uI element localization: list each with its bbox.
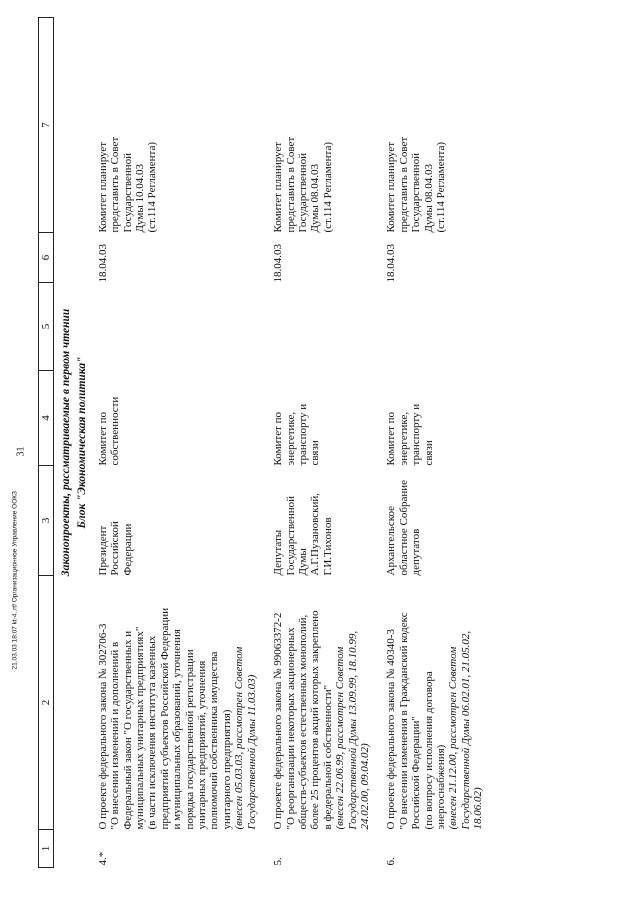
committee-line: Комитет по (96, 411, 109, 466)
remark-line: (ст.114 Регламента) (434, 141, 447, 233)
initiator-line: областное Собрание (397, 479, 410, 576)
remark-line: представить в Совет (284, 136, 297, 233)
initiator-line: Федерации (121, 523, 134, 576)
committee (97, 371, 272, 466)
initiator-line: Государственной (284, 495, 297, 576)
bill-note-line: (внесен 22.06.99, рассмотрен Советом (334, 646, 347, 830)
bill-text-line: О проекте федерального закона № 40340-3 (385, 629, 398, 830)
bill-description (97, 576, 272, 830)
column-header: 1 (39, 830, 54, 868)
initiator (385, 466, 498, 576)
bill-text-line: полномочий собственника имущества (208, 651, 221, 830)
date: 18.04.03 (385, 244, 398, 283)
initiator-line: депутатов (410, 528, 423, 576)
remark-line: представить в Совет (109, 136, 122, 233)
bill-text-line: и муниципальных образований, уточнения (171, 629, 184, 830)
column-header: 5 (39, 283, 54, 371)
date: 18.04.03 (272, 244, 285, 283)
initiator-line: Архангельское (385, 505, 398, 576)
committee-line: собственности (109, 396, 122, 466)
bill-text-line: "О внесении изменений и дополнений в (109, 641, 122, 830)
bill-text-line: унитарных предприятий, уточнения (196, 660, 209, 830)
block-row (74, 18, 96, 868)
committee-line: связи (422, 440, 435, 466)
bill-text-line: Федеральный закон "О государственных и (121, 630, 134, 830)
initiator-line: Российской (109, 521, 122, 576)
committee-line: транспорту и (410, 403, 423, 466)
bill-description (385, 576, 498, 830)
initiator (272, 466, 385, 576)
remark-line: Думы 08.04.03 (309, 164, 322, 233)
bill-description (272, 576, 385, 830)
footer-note: 21.03.03 18:07 kt-4..rtf Организационное Управление ООКЗ (11, 491, 19, 670)
bill-note-line: Государственной Думы 06.02.01, 21.05.02, (459, 630, 472, 830)
bill-text-line: энергоснабжения) (434, 744, 447, 830)
row-number: 4.* (96, 851, 109, 866)
column-header: 3 (39, 466, 54, 576)
remark-line: (ст.114 Регламента) (321, 141, 334, 233)
remark-line: Думы 10.04.03 (134, 164, 147, 233)
bill-text-line: в федеральной собственности" (321, 684, 334, 830)
bill-text-line: Российской Федерации" (410, 716, 423, 830)
committee-line: Комитет по (272, 411, 285, 466)
bill-note-line: (внесен 21.12.00, рассмотрен Советом (447, 646, 460, 830)
remark-line: Государственной (121, 152, 134, 233)
bill-note-line: (внесен 05.03.03, рассмотрен Советом (233, 646, 246, 830)
bill-note-line: 24.02.00, 09.04.02) (358, 743, 371, 830)
initiator-line: Думы (296, 548, 309, 576)
table-row (272, 18, 385, 868)
initiator (97, 466, 272, 576)
bill-note-line: Государственной Думы 13.09.99, 18.10.99, (346, 630, 359, 830)
bill-text-line: муниципальных унитарных предприятиях" (134, 626, 147, 830)
bill-text-line: более 25 процентов акций которых закреплено (309, 610, 322, 830)
committee-line: энергетике, (284, 411, 297, 466)
bill-text-line: "О внесении изменения в Гражданский кодекс (397, 612, 410, 830)
agenda-table (38, 17, 499, 868)
bill-text-line: унитарного предприятия) (220, 709, 233, 830)
remark-line: Комитет планирует (272, 141, 285, 233)
rotated-page (38, 18, 618, 868)
committee-line: энергетике, (397, 411, 410, 466)
remark-line: Думы 08.04.03 (422, 164, 435, 233)
remark-line: Государственной (410, 152, 423, 233)
column-5 (97, 283, 272, 371)
column-5 (272, 283, 385, 371)
column-header: 2 (39, 576, 54, 830)
bill-note-line: 18.06.02) (472, 787, 485, 830)
remark (272, 18, 385, 233)
committee-line: связи (309, 440, 322, 466)
date: 18.04.03 (96, 244, 109, 283)
remark-line: Государственной (296, 152, 309, 233)
column-number-row (39, 18, 54, 868)
bill-text-line: (по вопросу исполнения договора (422, 671, 435, 830)
bill-text-line: (в части исключения института казенных (146, 635, 159, 830)
initiator-line: Депутаты (272, 529, 285, 576)
remark (97, 18, 272, 233)
committee (272, 371, 385, 466)
page-number: 31 (15, 446, 27, 457)
table-row (385, 18, 498, 868)
remark-line: Комитет планирует (96, 141, 109, 233)
column-header: 6 (39, 233, 54, 283)
column-5 (385, 283, 498, 371)
remark-line: (ст.114 Регламента) (146, 141, 159, 233)
committee-line: транспорту и (296, 403, 309, 466)
bill-note-line: Государственной Думы 11.03.03) (245, 674, 258, 830)
bill-text-line: О проекте федерального закона № 302706-3 (96, 623, 109, 830)
initiator-line: А.Г.Пузановский, (309, 493, 322, 576)
bill-text-line: предприятий субъектов Российской Федерации (158, 607, 171, 830)
bill-text-line: обществ-субъектов естественных монополий, (296, 614, 309, 830)
row-number: 6. (385, 857, 398, 866)
remark-line: представить в Совет (397, 136, 410, 233)
committee (385, 371, 498, 466)
initiator-line: Президент (96, 525, 109, 576)
bill-text-line: порядка государственной регистрации (183, 649, 196, 830)
column-header: 7 (39, 18, 54, 233)
remark (385, 18, 498, 233)
committee-line: Комитет по (385, 411, 398, 466)
table-row (97, 18, 272, 868)
bill-text-line: "О реорганизации некоторых акционерных (284, 627, 297, 830)
initiator-line: Г.И.Тихонов (321, 517, 334, 576)
column-header: 4 (39, 371, 54, 466)
section-row (54, 18, 75, 868)
bill-text-line: О проекте федерального закона № 99063372-2 (272, 612, 285, 830)
block-title: Блок "Экономическая политика" (76, 356, 89, 529)
remark-line: Комитет планирует (385, 141, 398, 233)
row-number: 5. (272, 857, 285, 866)
section-title: Законопроекты, рассматриваемые в первом чтении (60, 308, 72, 577)
